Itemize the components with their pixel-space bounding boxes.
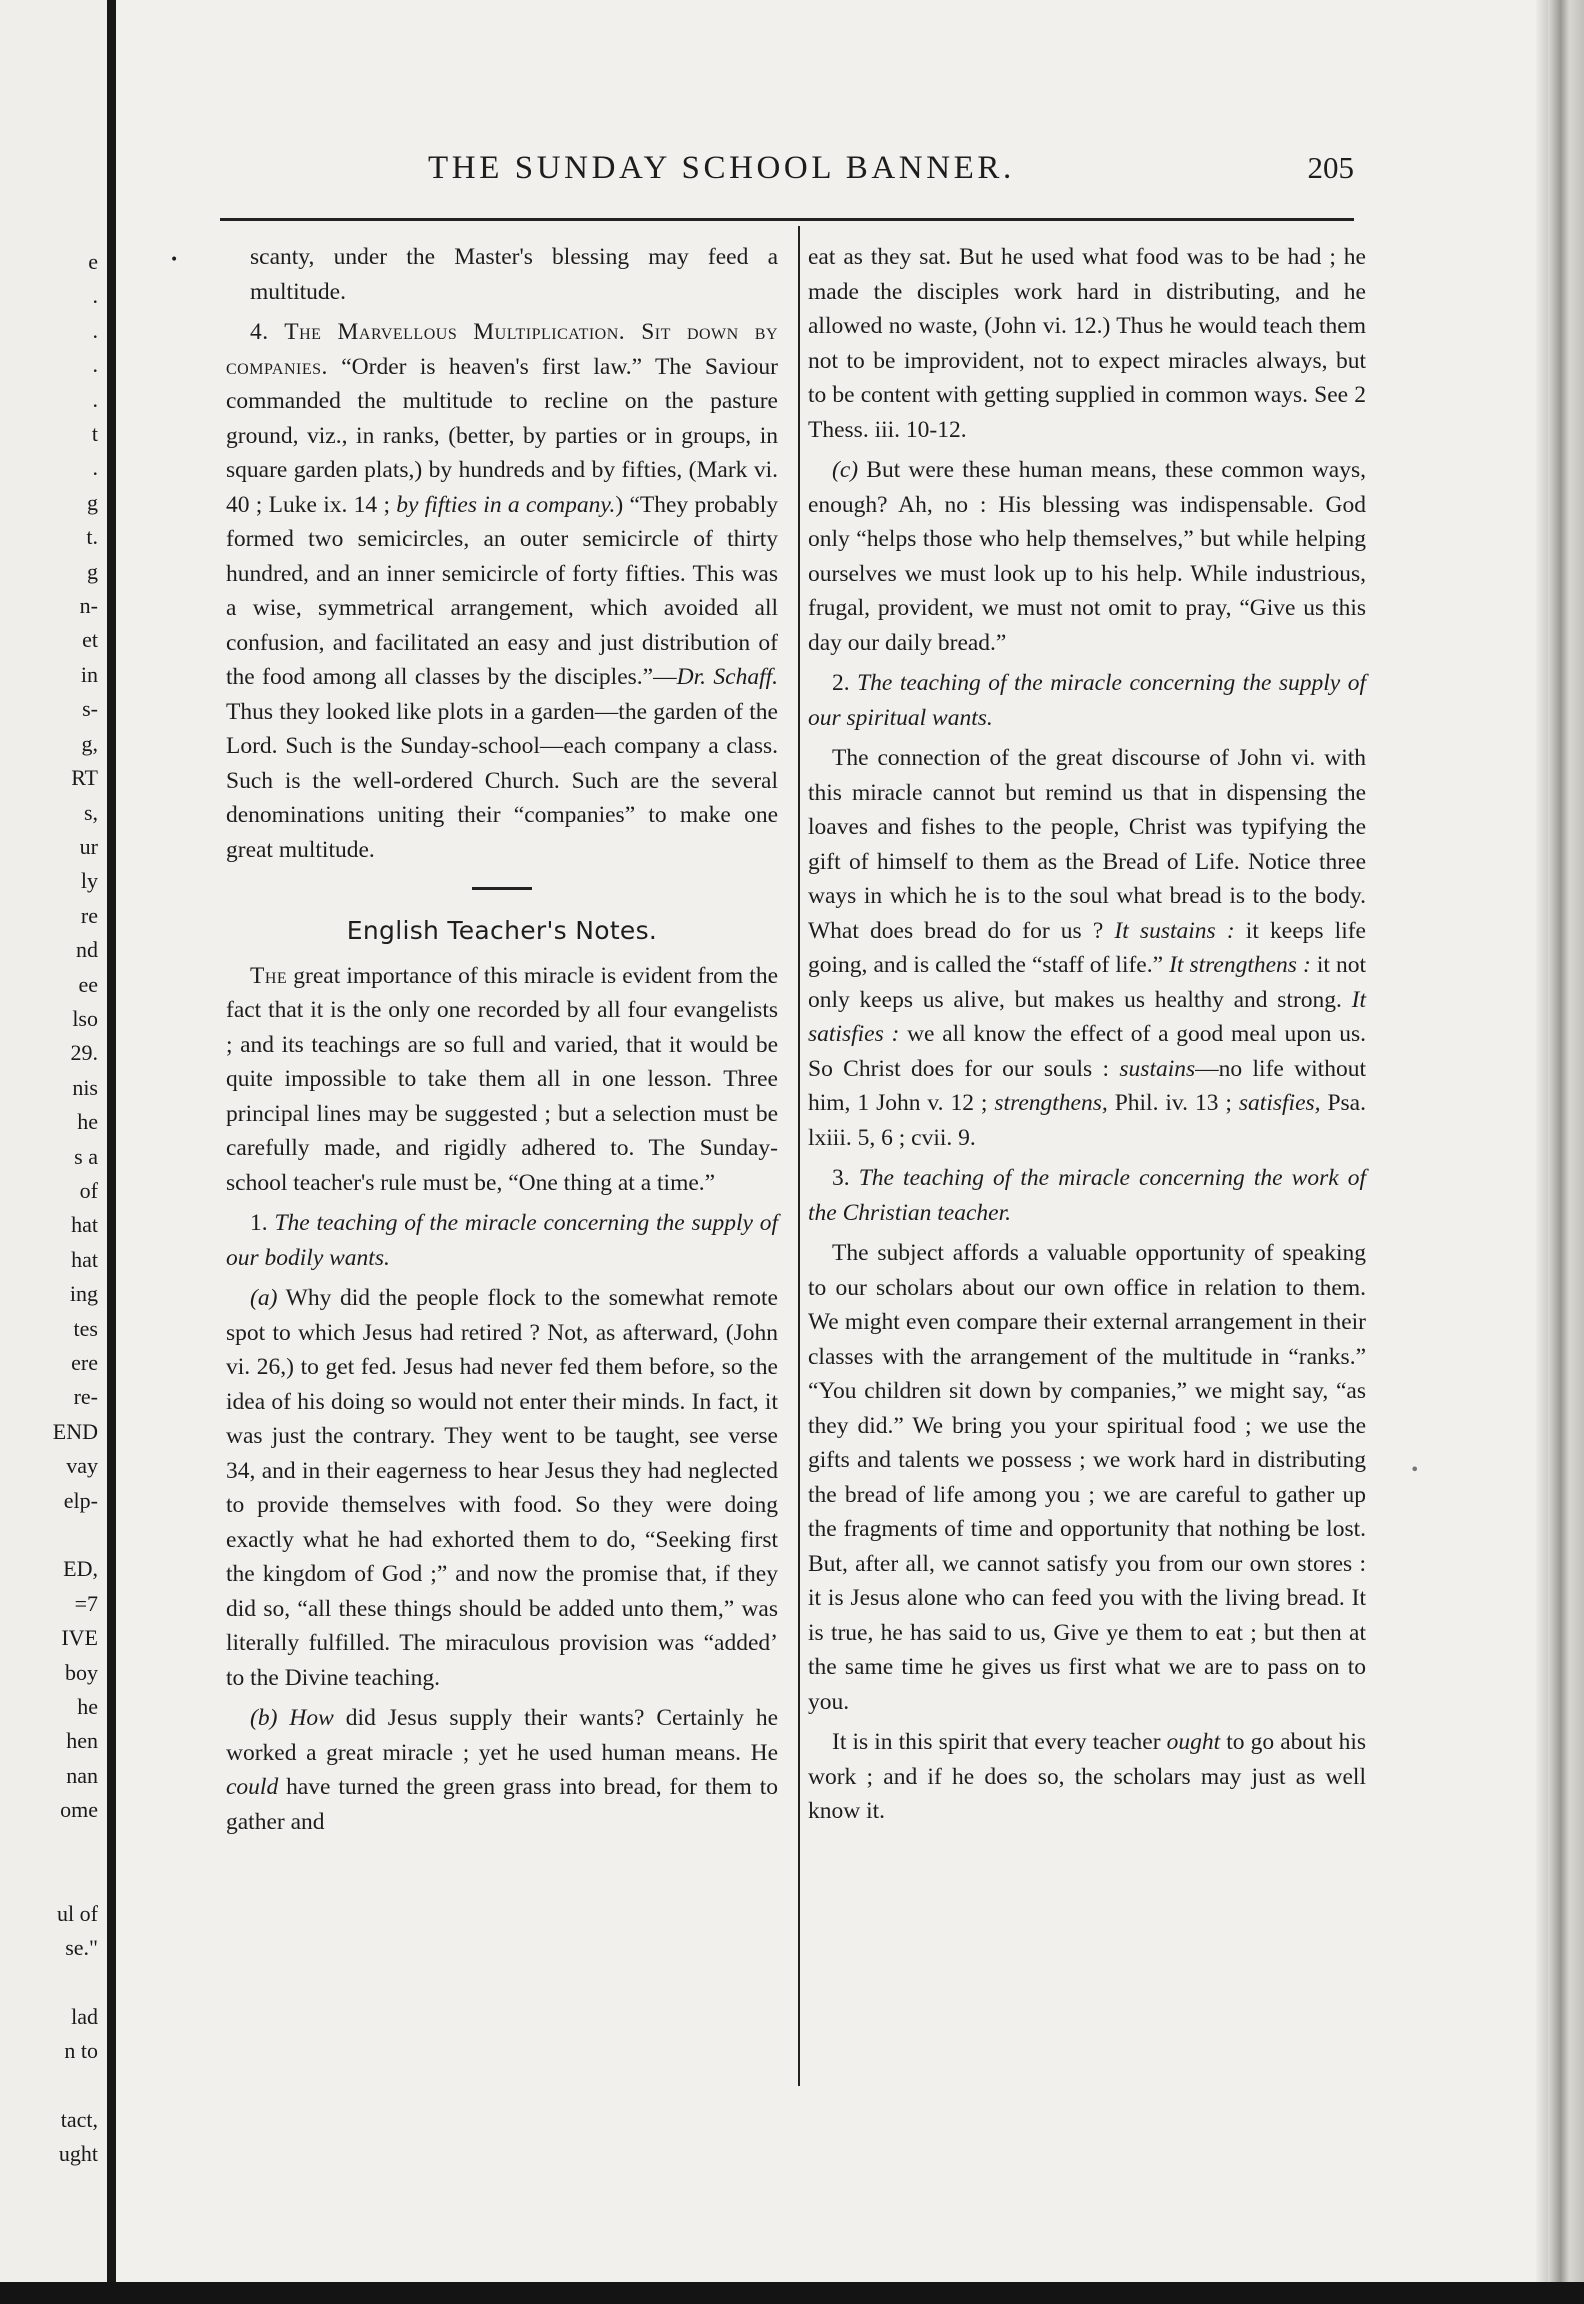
quote-author: Dr. Schaff. — [676, 664, 778, 690]
section-divider — [472, 887, 532, 890]
subheading-bodily-wants: 1. The teaching of the miracle concerning the supply of our bodily wants. — [226, 1210, 778, 1271]
paragraph-multiplication: 4. The Marvellous Multiplication. Sit down by companies. “Order is heaven's first law.” The Saviour commanded the multitude to recline on the pasture ground, viz., in ranks, (better, by parties or in groups, in square garden plats,) by hundreds and by fifties, (Mark vi. 40 ; Luke ix. 14 ; by fifties in a company.) “They probably formed two semicircles, an outer semicircle of thirty hundred, and an inner semicircle of forty fifties. This was a wise, symmetrical arrangement, which avoided all confusion, and facilitated an easy and just distribution of the food among all classes by the disciples.”—Dr. Schaff. Thus they looked like plots in a garden—the garden of the Lord. Such is the Sunday-school—each company a class. Such is the well-ordered Church. Such are the several denominations uniting their “companies” to make one great multitude. — [226, 319, 779, 863]
right-column — [808, 240, 1366, 1835]
scan-bottom-border — [0, 2282, 1584, 2304]
paragraph-intro: The great importance of this miracle is evident from the fact that it is the only one recorded by all four evangelists ; and its teachings are so full and varied, that it would be quite impossible to take them all in one lesson. Three principal lines may be suggested ; but a selection must be carefully made, and rigidly adhered to. The Sunday-school teacher's rule must be, “One thing at a time.” — [226, 962, 778, 1196]
binding-gutter — [107, 0, 116, 2304]
section-heading: 4. The Marvellous Multiplication. Sit down by companies. — [226, 319, 778, 380]
column-rule — [798, 226, 800, 2086]
paragraph-scanty: scanty, under the Master's blessing may feed a multitude. — [250, 244, 778, 305]
paragraph-c: (c) But were these human means, these common ways, enough? Ah, no : His blessing was indispensable. God only “helps those who help themselves,” but while helping ourselves we must look up to his help. While industrious, frugal, provident, we must not omit to pray, “Give us this day our daily bread.” — [808, 457, 1366, 656]
page-number: 205 — [1307, 150, 1354, 185]
paragraph-subject: The subject affords a valuable opportunity of speaking to our scholars about our own office in relation to them. We might even compare their external arrangement in their classes with the arrangement of the multitude in “ranks.” “You children sit down by companies,” we might say, “as they did.” We bring you your spiritual food ; we use the gifts and talents we possess ; we work hard in distributing the bread of life among you ; we are careful to gather up the fragments of time and opportunity that nothing be lost. But, after all, we cannot satisfy you from our own stores : it is Jesus alone who can feed you with the living bread. It is true, he has said to us, Give ye them to eat ; but then at the same time he gives us first what we are to pass on to you. — [808, 1240, 1366, 1715]
paragraph-eat: eat as they sat. But he used what food was to be had ; he made the disciples work hard in distributing, and he allowed no waste, (John vi. 12.) Thus he would teach them not to be improvident, not to expect miracles always, but to be content with getting supplied in common ways. See 2 Thess. iii. 10-12. — [808, 244, 1366, 443]
paragraph-spirit: It is in this spirit that every teacher ought to go about his work ; and if he does so, the scholars may just as well know it. — [808, 1729, 1366, 1824]
paragraph-b: (b) How did Jesus supply their wants? Certainly he worked a great miracle ; yet he used human means. He could have turned the green grass into bread, for them to gather and — [226, 1705, 778, 1835]
notes-title: English Teacher's Notes. — [346, 916, 658, 945]
paragraph-bread-of-life: The connection of the great discourse of John vi. with this miracle cannot but remind us that in dispensing the loaves and fishes to the people, Christ was typifying the gift of himself to them as the Bread of Life. Notice three ways in which he is to the soul what bread is to the body. What does bread do for us ? It sustains : it keeps life going, and is called the “staff of life.” It strengthens : it not only keeps us alive, but makes us healthy and strong. It satisfies : we all know the effect of a good meal upon us. So Christ does for our souls : sustains—no life without him, 1 John v. 12 ; strengthens, Phil. iv. 13 ; satisfies, Psa. lxiii. 5, 6 ; cvii. 9. — [808, 745, 1366, 1151]
running-title: THE SUNDAY SCHOOL BANNER. — [428, 150, 1015, 186]
subheading-spiritual-wants: 2. The teaching of the miracle concerning the supply of our spiritual wants. — [808, 670, 1366, 731]
paragraph-a: (a) Why did the people flock to the somewhat remote spot to which Jesus had retired ? Not, as afterward, (John vi. 26,) to get fed. Jesus had never fed them before, so the idea of his doing so would not enter their minds. In fact, it was just the contrary. They went to be taught, see verse 34, and in their eagerness to hear Jesus they had neglected to provide themselves with food. So they were doing exactly what he had exhorted them to do, “Seeking first the kingdom of God ;” and now the promise that, if they did so, “all these things should be added unto them,” was literally fulfilled. The miraculous provision was “added’ to the Divine teaching. — [226, 1285, 778, 1691]
page-header — [294, 150, 1354, 192]
header-rule — [220, 218, 1354, 224]
margin-speck: • — [1410, 1460, 1420, 1479]
adjacent-page-text: e . . . . t . g t. g n- et in s- g, RT s, ur ly re nd ee lso 29. nis he s a of hat hat ing tes ere re- END vay elp- ED, =7 IVE boy he hen nan ome ul of se." lad n to tact, ught — [52, 249, 98, 2167]
adjacent-page-edge — [0, 0, 116, 2304]
margin-mark: • — [170, 252, 179, 268]
page-stack-edge — [1548, 0, 1584, 2304]
left-column — [226, 240, 778, 1845]
subheading-teacher-work: 3. The teaching of the miracle concerning the work of the Christian teacher. — [808, 1165, 1367, 1226]
